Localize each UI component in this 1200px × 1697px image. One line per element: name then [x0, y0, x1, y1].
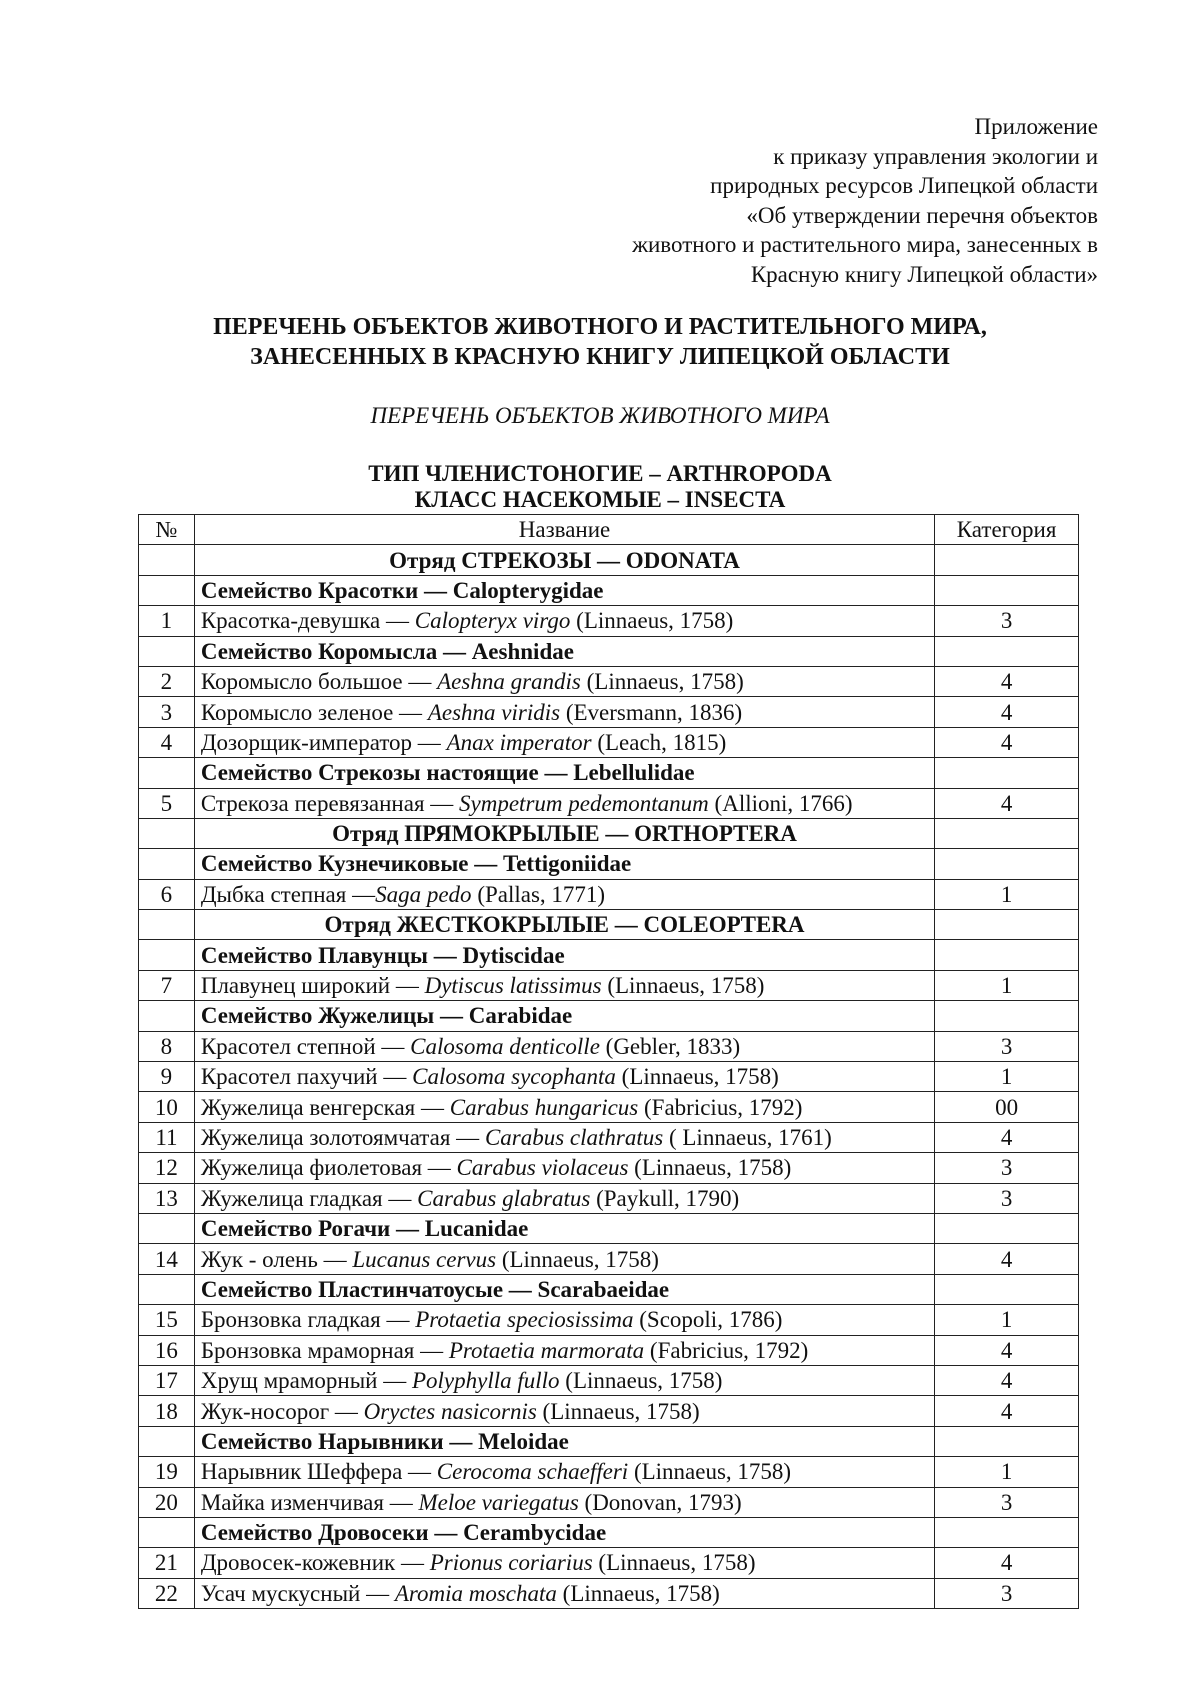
table-body	[139, 545, 1079, 1609]
latin-name: Anax imperator	[446, 729, 592, 755]
row-number: 6	[139, 879, 195, 909]
species-row	[139, 1122, 1079, 1152]
species-row	[139, 727, 1079, 757]
author-year: (Linnaeus, 1758)	[556, 1580, 720, 1606]
document-title-line: ПЕРЕЧЕНЬ ОБЪЕКТОВ ЖИВОТНОГО И РАСТИТЕЛЬНОГО МИРА,	[213, 314, 987, 340]
row-number: 1	[139, 606, 195, 636]
common-name: Жужелица фиолетовая —	[200, 1155, 457, 1181]
latin-name: Protaetia speciosissima	[415, 1307, 634, 1333]
row-number: 17	[139, 1365, 195, 1395]
row-number	[139, 910, 195, 940]
latin-name: Aeshna viridis	[427, 699, 561, 725]
common-name: Стрекоза перевязанная —	[200, 790, 460, 816]
latin-name: Carabus glabratus	[417, 1185, 591, 1211]
section-subtitle: ПЕРЕЧЕНЬ ОБЪЕКТОВ ЖИВОТНОГО МИРА	[370, 403, 830, 428]
row-number	[139, 575, 195, 605]
latin-name: Protaetia marmorata	[448, 1337, 645, 1363]
common-name: Коромысло большое —	[200, 669, 438, 695]
latin-name: Aromia moschata	[394, 1580, 557, 1606]
common-name: Красотка-девушка —	[200, 608, 415, 634]
family-row	[139, 758, 1079, 788]
category-value: 1	[935, 970, 1079, 1000]
row-number	[139, 758, 195, 788]
header-name: Название	[194, 515, 934, 545]
category-value: 4	[935, 697, 1079, 727]
species-name	[194, 1365, 934, 1395]
species-name	[194, 1183, 934, 1213]
category-value	[935, 1274, 1079, 1304]
species-name	[194, 1092, 934, 1122]
latin-name: Polyphylla fullo	[411, 1368, 560, 1394]
author-year: (Linnaeus, 1758)	[580, 669, 744, 695]
author-year: (Linnaeus, 1758)	[615, 1064, 779, 1090]
phylum-heading: ТИП ЧЛЕНИСТОНОГИЕ – ARTHROPODA	[368, 461, 832, 486]
category-value: 3	[935, 1183, 1079, 1213]
family-name: Семейство Рогачи — Lucanidae	[194, 1213, 934, 1243]
latin-name: Dytiscus latissimus	[424, 973, 602, 999]
common-name: Плавунец широкий —	[200, 973, 425, 999]
species-row	[139, 1365, 1079, 1395]
family-name: Семейство Дровосеки — Cerambycidae	[194, 1517, 934, 1547]
category-value: 1	[935, 1457, 1079, 1487]
row-number: 14	[139, 1244, 195, 1274]
author-year: (Linnaeus, 1758)	[536, 1398, 700, 1424]
family-name: Семейство Коромысла — Aeshnidae	[194, 636, 934, 666]
species-name	[194, 727, 934, 757]
order-name: Отряд ПРЯМОКРЫЛЫЕ — ORTHOPTERA	[194, 818, 934, 848]
row-number	[139, 636, 195, 666]
category-value: 1	[935, 879, 1079, 909]
species-name	[194, 1305, 934, 1335]
table-header-row	[139, 515, 1079, 545]
author-year: (Paykull, 1790)	[590, 1185, 740, 1211]
row-number: 18	[139, 1396, 195, 1426]
species-row	[139, 1305, 1079, 1335]
row-number: 4	[139, 727, 195, 757]
species-name	[194, 1244, 934, 1274]
latin-name: Carabus hungaricus	[449, 1094, 639, 1120]
row-number: 7	[139, 970, 195, 1000]
taxonomy-heading	[0, 461, 1200, 513]
category-value: 4	[935, 727, 1079, 757]
species-row	[139, 1092, 1079, 1122]
family-name: Семейство Кузнечиковые — Tettigoniidae	[194, 849, 934, 879]
row-number	[139, 1001, 195, 1031]
row-number: 19	[139, 1457, 195, 1487]
author-year: (Fabricius, 1792)	[644, 1337, 809, 1363]
latin-name: Calopteryx virgo	[414, 608, 571, 634]
latin-name: Carabus clathratus	[484, 1125, 664, 1150]
category-value: 1	[935, 1305, 1079, 1335]
category-value	[935, 636, 1079, 666]
common-name: Дыбка степная —	[200, 881, 376, 907]
row-number: 15	[139, 1305, 195, 1335]
common-name: Красотел степной —	[200, 1033, 411, 1059]
author-year: (Pallas, 1771)	[471, 881, 606, 907]
row-number: 9	[139, 1062, 195, 1092]
latin-name: Meloe variegatus	[418, 1489, 579, 1515]
row-number: 13	[139, 1183, 195, 1213]
species-row	[139, 1457, 1079, 1487]
row-number: 12	[139, 1153, 195, 1183]
author-year: (Scopoli, 1786)	[633, 1307, 783, 1333]
common-name: Красотел пахучий —	[200, 1064, 413, 1090]
category-value	[935, 1001, 1079, 1031]
category-value	[935, 849, 1079, 879]
appendix-line: животного и растительного мира, занесенных в	[632, 232, 1098, 257]
species-name	[194, 1031, 934, 1061]
category-value	[935, 1213, 1079, 1243]
row-number: 10	[139, 1092, 195, 1122]
common-name: Хрущ мраморный —	[200, 1368, 412, 1394]
family-row	[139, 1213, 1079, 1243]
species-row	[139, 1578, 1079, 1608]
category-value: 00	[935, 1092, 1079, 1122]
category-value: 4	[935, 1244, 1079, 1274]
category-value: 4	[935, 1396, 1079, 1426]
category-value	[935, 575, 1079, 605]
row-number: 3	[139, 697, 195, 727]
latin-name: Carabus violaceus	[456, 1155, 629, 1181]
common-name: Жужелица венгерская —	[200, 1094, 450, 1120]
common-name: Бронзовка гладкая —	[200, 1307, 416, 1333]
author-year: (Leach, 1815)	[591, 729, 727, 755]
common-name: Бронзовка мраморная —	[200, 1337, 449, 1363]
common-name: Жук-носорог —	[200, 1398, 364, 1424]
species-name	[194, 1487, 934, 1517]
category-value: 3	[935, 1153, 1079, 1183]
appendix-line: к приказу управления экологии и	[773, 143, 1098, 169]
author-year: ( Linnaeus, 1761)	[663, 1125, 832, 1150]
species-table	[138, 514, 1079, 1609]
species-row	[139, 666, 1079, 696]
species-row	[139, 1396, 1079, 1426]
common-name: Майка изменчивая —	[200, 1489, 419, 1515]
species-row	[139, 788, 1079, 818]
category-value: 3	[935, 1578, 1079, 1608]
author-year: (Linnaeus, 1758)	[496, 1246, 659, 1272]
header-category: Категория	[935, 515, 1079, 545]
row-number	[139, 1213, 195, 1243]
common-name: Жук - олень —	[200, 1246, 353, 1272]
header-number: №	[139, 515, 195, 545]
appendix-line: природных ресурсов Липецкой области	[710, 173, 1098, 198]
order-row	[139, 818, 1079, 848]
author-year: (Linnaeus, 1758)	[592, 1550, 756, 1576]
category-value	[935, 818, 1079, 848]
family-row	[139, 636, 1079, 666]
class-heading: КЛАСС НАСЕКОМЫЕ – INSECTA	[414, 487, 786, 512]
species-row	[139, 1062, 1079, 1092]
row-number	[139, 940, 195, 970]
species-row	[139, 1335, 1079, 1365]
category-value	[935, 910, 1079, 940]
category-value: 4	[935, 1548, 1079, 1578]
species-name	[194, 879, 934, 909]
order-name: Отряд ЖЕСТКОКРЫЛЫЕ — COLEOPTERA	[194, 910, 934, 940]
family-name: Семейство Пластинчатоусые — Scarabaeidae	[194, 1274, 934, 1304]
latin-name: Lucanus cervus	[352, 1246, 497, 1272]
species-row	[139, 970, 1079, 1000]
family-row	[139, 1517, 1079, 1547]
row-number: 22	[139, 1578, 195, 1608]
row-number	[139, 545, 195, 575]
latin-name: Calosoma sycophanta	[412, 1064, 616, 1090]
category-value	[935, 1426, 1079, 1456]
author-year: (Fabricius, 1792)	[638, 1094, 803, 1120]
author-year: (Linnaeus, 1758)	[628, 1459, 792, 1485]
document-title-line: ЗАНЕСЕННЫХ В КРАСНУЮ КНИГУ ЛИПЕЦКОЙ ОБЛАСТИ	[250, 344, 950, 370]
category-value: 4	[935, 788, 1079, 818]
author-year: (Eversmann, 1836)	[560, 699, 743, 725]
common-name: Дровосек-кожевник —	[200, 1550, 430, 1576]
row-number: 16	[139, 1335, 195, 1365]
appendix-note	[632, 112, 1098, 289]
common-name: Усач мускусный —	[200, 1580, 395, 1606]
species-row	[139, 879, 1079, 909]
species-name	[194, 1578, 934, 1608]
family-name: Семейство Стрекозы настоящие — Lebellulidae	[194, 758, 934, 788]
family-row	[139, 849, 1079, 879]
common-name: Дозорщик-император —	[200, 729, 447, 755]
row-number: 8	[139, 1031, 195, 1061]
row-number: 2	[139, 666, 195, 696]
species-name	[194, 1457, 934, 1487]
appendix-line: Красную книгу Липецкой области»	[750, 261, 1098, 287]
author-year: (Linnaeus, 1758)	[628, 1155, 792, 1181]
document-title	[0, 312, 1200, 372]
species-row	[139, 1244, 1079, 1274]
latin-name: Calosoma denticolle	[410, 1033, 600, 1059]
appendix-line: «Об утверждении перечня объектов	[746, 202, 1098, 228]
family-name: Семейство Красотки — Calopterygidae	[194, 575, 934, 605]
family-name: Семейство Жужелицы — Carabidae	[194, 1001, 934, 1031]
category-value	[935, 545, 1079, 575]
author-year: (Gebler, 1833)	[599, 1033, 741, 1059]
species-name	[194, 1548, 934, 1578]
row-number	[139, 849, 195, 879]
category-value	[935, 940, 1079, 970]
row-number	[139, 818, 195, 848]
author-year: (Linnaeus, 1758)	[570, 608, 734, 634]
row-number: 20	[139, 1487, 195, 1517]
species-name	[194, 606, 934, 636]
category-value: 3	[935, 1031, 1079, 1061]
row-number: 5	[139, 788, 195, 818]
common-name: Жужелица золотоямчатая —	[200, 1125, 485, 1150]
row-number	[139, 1426, 195, 1456]
common-name: Нарывник Шеффера —	[200, 1459, 437, 1485]
category-value: 4	[935, 1122, 1079, 1152]
latin-name: Sympetrum pedemontanum	[459, 790, 709, 816]
author-year: (Allioni, 1766)	[708, 790, 853, 816]
order-name: Отряд СТРЕКОЗЫ — ODONATA	[194, 545, 934, 575]
species-name	[194, 1396, 934, 1426]
author-year: (Donovan, 1793)	[578, 1489, 742, 1515]
family-row	[139, 575, 1079, 605]
category-value: 1	[935, 1062, 1079, 1092]
row-number: 11	[139, 1122, 195, 1152]
order-row	[139, 910, 1079, 940]
category-value: 4	[935, 1365, 1079, 1395]
species-row	[139, 1183, 1079, 1213]
species-row	[139, 606, 1079, 636]
common-name: Жужелица гладкая —	[200, 1185, 418, 1211]
species-name	[194, 1062, 934, 1092]
order-row	[139, 545, 1079, 575]
common-name: Коромысло зеленое —	[200, 699, 428, 725]
family-row	[139, 1001, 1079, 1031]
category-value	[935, 758, 1079, 788]
category-value: 3	[935, 606, 1079, 636]
species-row	[139, 697, 1079, 727]
species-name	[194, 697, 934, 727]
family-name: Семейство Плавунцы — Dytiscidae	[194, 940, 934, 970]
category-value: 3	[935, 1487, 1079, 1517]
species-name	[194, 788, 934, 818]
species-row	[139, 1548, 1079, 1578]
family-row	[139, 940, 1079, 970]
row-number: 21	[139, 1548, 195, 1578]
appendix-line: Приложение	[974, 114, 1098, 139]
species-row	[139, 1031, 1079, 1061]
row-number	[139, 1517, 195, 1547]
latin-name: Oryctes nasicornis	[363, 1398, 537, 1424]
species-row	[139, 1153, 1079, 1183]
family-name: Семейство Нарывники — Meloidae	[194, 1426, 934, 1456]
category-value	[935, 1517, 1079, 1547]
family-row	[139, 1426, 1079, 1456]
species-name	[194, 1122, 934, 1152]
species-name	[194, 666, 934, 696]
latin-name: Saga pedo	[375, 881, 472, 907]
species-name	[194, 970, 934, 1000]
species-name	[194, 1153, 934, 1183]
row-number	[139, 1274, 195, 1304]
species-row	[139, 1487, 1079, 1517]
author-year: (Linnaeus, 1758)	[559, 1368, 723, 1394]
author-year: (Linnaeus, 1758)	[601, 973, 765, 999]
species-name	[194, 1335, 934, 1365]
family-row	[139, 1274, 1079, 1304]
category-value: 4	[935, 666, 1079, 696]
latin-name: Prionus coriarius	[429, 1550, 593, 1576]
latin-name: Aeshna grandis	[437, 669, 581, 695]
latin-name: Cerocoma schaefferi	[436, 1459, 629, 1485]
category-value: 4	[935, 1335, 1079, 1365]
